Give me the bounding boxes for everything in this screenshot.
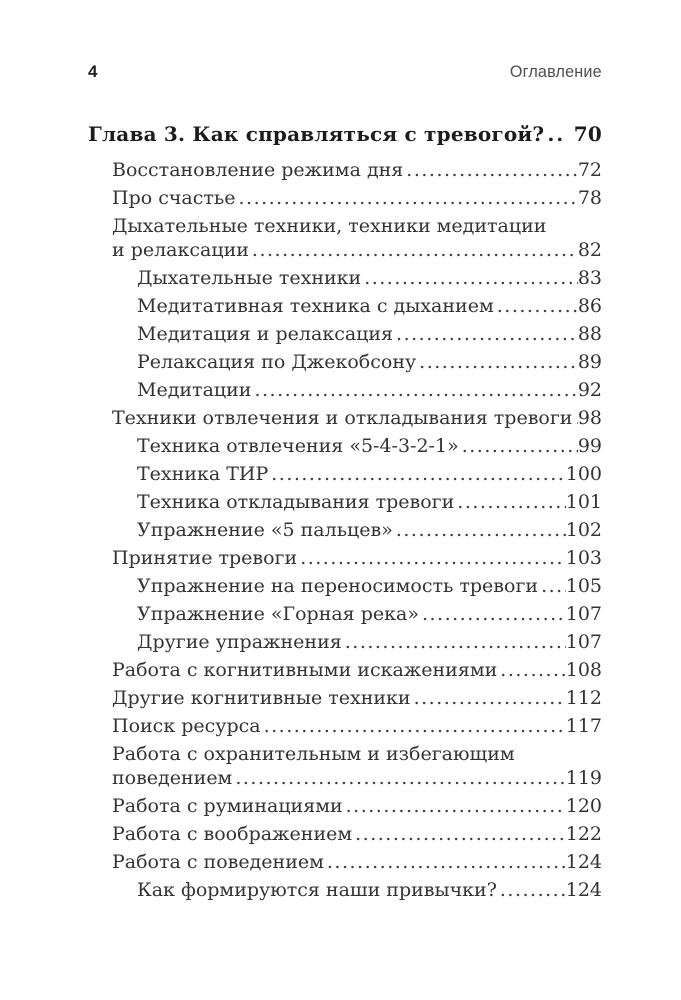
toc-entry-page: 124 <box>565 879 602 901</box>
toc-entry-page: 120 <box>565 795 602 817</box>
toc-entry <box>88 435 602 463</box>
toc-entry-label: Медитация и релаксация <box>137 323 394 345</box>
toc-entry-label: Работа с когнитивными искажениями <box>112 659 498 681</box>
dot-leader <box>414 687 566 709</box>
toc-entry-page: 107 <box>565 631 602 653</box>
toc-entry <box>88 879 602 907</box>
toc-entry <box>88 575 602 603</box>
toc-entry-page: 108 <box>565 659 602 681</box>
toc-entry-label: Работа с поведением <box>112 851 324 873</box>
toc-entry <box>88 631 602 659</box>
dot-leader <box>541 575 566 597</box>
dot-leader <box>345 631 566 653</box>
toc-entry-label: Дыхательные техники <box>137 267 362 289</box>
toc-entry-page: 122 <box>565 823 602 845</box>
chapter-heading-label: Глава 3. Как справляться с тревогой? <box>88 122 545 146</box>
running-header <box>88 62 602 82</box>
toc-entry-line1 <box>88 743 602 767</box>
toc-entry-label: Восстановление режима дня <box>112 159 404 181</box>
toc-entry-label: Упражнение «5 пальцев» <box>137 519 393 541</box>
toc-entry-label: Поиск ресурса <box>112 715 261 737</box>
toc-entry-page: 89 <box>577 351 602 373</box>
chapter-heading-page: 70 <box>573 122 602 146</box>
toc-entry-page: 99 <box>577 435 602 457</box>
dot-leader <box>500 879 566 901</box>
dot-leader <box>500 659 565 681</box>
toc-entry-label: Техника отвлечения «5-4-3-2-1» <box>137 435 459 457</box>
toc-entry-label: Техники отвлечения и откладывания тревоги <box>112 407 573 429</box>
dot-leader <box>406 159 578 181</box>
toc-entry <box>88 687 602 715</box>
toc-entry-label: Работа с руминациями <box>112 795 343 817</box>
toc-entry <box>88 491 602 519</box>
toc-entry <box>88 239 602 267</box>
table-of-contents <box>88 122 602 907</box>
dot-leader <box>271 463 566 485</box>
toc-entry <box>88 767 602 795</box>
toc-entry-label: Работа с охранительным и избегающим <box>112 743 515 765</box>
toc-entry-label: Принятие тревоги <box>112 547 298 569</box>
dot-leader <box>252 239 578 261</box>
toc-entry <box>88 519 602 547</box>
dot-leader <box>396 323 578 345</box>
toc-entry-label: и релаксации <box>112 239 249 261</box>
toc-entry-label: Другие упражнения <box>137 631 342 653</box>
dot-leader <box>364 267 578 289</box>
toc-entry-page: 88 <box>577 323 602 345</box>
toc-entry-list <box>88 159 602 907</box>
dot-leader <box>457 491 565 513</box>
toc-entry <box>88 463 602 491</box>
toc-entry-label: Дыхательные техники, техники медитации <box>112 215 547 237</box>
toc-entry <box>88 603 602 631</box>
toc-entry <box>88 407 602 435</box>
dot-leader <box>547 122 566 146</box>
toc-entry-label: Медитативная техника с дыханием <box>137 295 494 317</box>
toc-entry-page: 101 <box>565 491 602 513</box>
toc-entry <box>88 187 602 215</box>
dot-leader <box>300 547 566 569</box>
dot-leader <box>396 519 566 541</box>
toc-entry-page: 78 <box>577 187 602 209</box>
toc-entry <box>88 159 602 187</box>
toc-entry-label: Про счастье <box>112 187 236 209</box>
running-head-title: Оглавление <box>510 62 602 81</box>
toc-entry-page: 105 <box>565 575 602 597</box>
toc-entry-page: 107 <box>565 603 602 625</box>
toc-entry-label: Техника откладывания тревоги <box>137 491 455 513</box>
dot-leader <box>462 435 578 457</box>
dot-leader <box>264 715 566 737</box>
dot-leader <box>238 187 577 209</box>
toc-entry-page: 86 <box>577 295 602 317</box>
toc-entry <box>88 351 602 379</box>
toc-chapter-heading <box>88 122 602 153</box>
toc-entry-page: 124 <box>565 851 602 873</box>
page-number: 4 <box>88 62 98 81</box>
toc-entry-page: 102 <box>565 519 602 541</box>
dot-leader <box>419 351 578 373</box>
toc-entry-page: 83 <box>577 267 602 289</box>
toc-entry-label: Техника ТИР <box>137 463 269 485</box>
toc-entry <box>88 379 602 407</box>
toc-entry <box>88 823 602 851</box>
toc-entry-label: Работа с воображением <box>112 823 353 845</box>
toc-entry-page: 112 <box>565 687 602 709</box>
toc-entry-page: 72 <box>577 159 602 181</box>
dot-leader <box>422 603 566 625</box>
toc-entry <box>88 851 602 879</box>
toc-entry-label: Упражнение «Горная река» <box>137 603 419 625</box>
toc-entry-label: Медитации <box>137 379 252 401</box>
toc-entry <box>88 267 602 295</box>
toc-entry-label: Как формируются наши привычки? <box>137 879 497 901</box>
dot-leader <box>355 823 566 845</box>
dot-leader <box>327 851 566 873</box>
toc-entry-page: 98 <box>577 407 602 429</box>
toc-entry-page: 103 <box>565 547 602 569</box>
toc-entry-page: 100 <box>565 463 602 485</box>
toc-entry <box>88 715 602 743</box>
toc-entry-page: 119 <box>565 767 602 789</box>
toc-entry <box>88 547 602 575</box>
toc-entry <box>88 795 602 823</box>
dot-leader <box>254 379 577 401</box>
toc-entry-line1 <box>88 215 602 239</box>
toc-entry-page: 117 <box>565 715 602 737</box>
toc-entry-label: Релаксация по Джекобсону <box>137 351 417 373</box>
toc-entry-label: Другие когнитивные техники <box>112 687 411 709</box>
dot-leader <box>346 795 566 817</box>
toc-entry-page: 82 <box>577 239 602 261</box>
toc-entry <box>88 295 602 323</box>
toc-entry-label: поведением <box>112 767 233 789</box>
toc-entry-label: Упражнение на переносимость тревоги <box>137 575 539 597</box>
dot-leader <box>497 295 578 317</box>
toc-entry-page: 92 <box>577 379 602 401</box>
dot-leader <box>235 767 565 789</box>
toc-entry <box>88 659 602 687</box>
toc-entry <box>88 323 602 351</box>
